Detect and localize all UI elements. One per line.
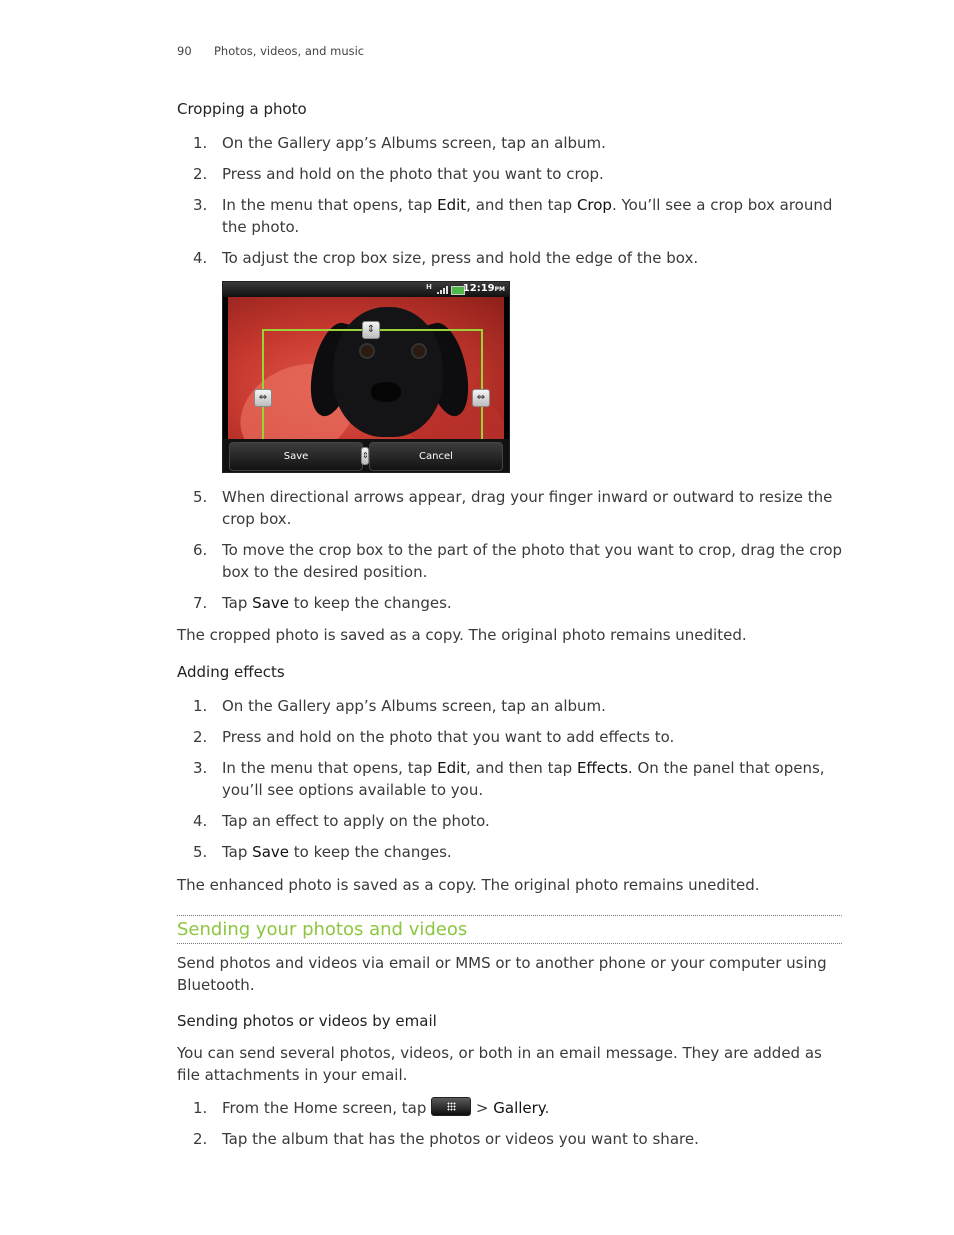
crop-step-2 xyxy=(193,163,843,185)
step-number: 6. xyxy=(193,541,208,559)
button-bar xyxy=(223,439,509,472)
resize-vertical-icon[interactable]: ⇕ xyxy=(362,321,380,339)
ui-label-effects: Effects xyxy=(576,759,628,777)
step-text: Tap the album that has the photos or videos you want to share. xyxy=(222,1130,699,1148)
page-header xyxy=(177,44,364,58)
step-number: 2. xyxy=(193,728,208,746)
crop-step-6 xyxy=(193,539,843,583)
effects-step-5 xyxy=(193,841,843,863)
resize-vertical-icon[interactable]: ⇕ xyxy=(361,447,369,465)
ui-label-crop: Crop xyxy=(576,196,612,214)
section-title: Photos, videos, and music xyxy=(214,44,365,58)
step-number: 7. xyxy=(193,594,208,612)
ui-label-save: Save xyxy=(252,843,289,861)
step-number: 2. xyxy=(193,1130,208,1148)
step-number: 4. xyxy=(193,812,208,830)
step-number: 4. xyxy=(193,249,208,267)
crop-step-4 xyxy=(193,247,843,269)
effects-step-4 xyxy=(193,810,843,832)
step-text: Tap Save to keep the changes. xyxy=(222,594,452,612)
cropping-title: Cropping a photo xyxy=(177,100,307,118)
step-text: On the Gallery app’s Albums screen, tap an album. xyxy=(222,697,606,715)
effects-step-3 xyxy=(193,757,843,801)
crop-box[interactable] xyxy=(262,329,483,447)
step-number: 1. xyxy=(193,697,208,715)
save-button[interactable]: Save xyxy=(229,442,363,471)
signal-icon xyxy=(437,286,447,294)
crop-screenshot xyxy=(222,281,510,473)
apps-grid-icon xyxy=(431,1097,471,1116)
resize-horizontal-icon[interactable]: ⇔ xyxy=(472,389,490,407)
ui-label-edit: Edit xyxy=(437,759,467,777)
step-number: 3. xyxy=(193,196,208,214)
cancel-button[interactable]: Cancel xyxy=(369,442,503,471)
step-text: When directional arrows appear, drag your finger inward or outward to resize the crop box. xyxy=(222,488,833,528)
step-number: 2. xyxy=(193,165,208,183)
step-number: 5. xyxy=(193,843,208,861)
step-number: 3. xyxy=(193,759,208,777)
email-title: Sending photos or videos by email xyxy=(177,1012,437,1030)
page-number: 90 xyxy=(177,44,192,58)
step-text: To adjust the crop box size, press and hold the edge of the box. xyxy=(222,249,699,267)
sending-title: Sending your photos and videos xyxy=(177,919,468,940)
step-number: 1. xyxy=(193,134,208,152)
sending-intro: Send photos and videos via email or MMS or to another phone or your computer using Bluetooth. xyxy=(177,954,827,994)
step-number: 1. xyxy=(193,1099,208,1117)
effects-step-2 xyxy=(193,726,843,748)
crop-step-3 xyxy=(193,194,843,238)
crop-step-7 xyxy=(193,592,843,614)
crop-step-5 xyxy=(193,486,843,530)
email-step-2 xyxy=(193,1128,843,1150)
effects-step-1 xyxy=(193,695,843,717)
ui-label-save: Save xyxy=(252,594,289,612)
step-number: 5. xyxy=(193,488,208,506)
step-text: On the Gallery app’s Albums screen, tap an album. xyxy=(222,134,606,152)
step-text: Press and hold on the photo that you want to add effects to. xyxy=(222,728,675,746)
email-step-1 xyxy=(193,1097,843,1119)
ui-label-gallery: Gallery xyxy=(493,1099,545,1117)
status-bar xyxy=(223,282,509,297)
ui-label-edit: Edit xyxy=(437,196,467,214)
crop-step-1 xyxy=(193,132,843,154)
network-indicator: H xyxy=(426,283,432,291)
step-text: In the menu that opens, tap Edit, and then tap Crop. You’ll see a crop box around the photo. xyxy=(222,196,833,236)
step-text: Press and hold on the photo that you want to crop. xyxy=(222,165,604,183)
step-text: To move the crop box to the part of the photo that you want to crop, drag the crop box to the desired position. xyxy=(222,541,843,581)
step-text: Tap an effect to apply on the photo. xyxy=(222,812,490,830)
puppy-photo xyxy=(228,297,504,447)
effects-note: The enhanced photo is saved as a copy. The original photo remains unedited. xyxy=(177,876,760,894)
effects-title: Adding effects xyxy=(177,663,285,681)
step-text: Tap Save to keep the changes. xyxy=(222,843,452,861)
email-intro: You can send several photos, videos, or both in an email message. They are added as file attachments in your email. xyxy=(177,1044,822,1084)
step-text: From the Home screen, tap > Gallery. xyxy=(222,1099,550,1117)
status-clock: 12:19PM xyxy=(462,283,505,294)
step-text: In the menu that opens, tap Edit, and then tap Effects. On the panel that opens, you’ll see options available to you. xyxy=(222,759,825,799)
crop-note: The cropped photo is saved as a copy. The original photo remains unedited. xyxy=(177,626,747,644)
resize-horizontal-icon[interactable]: ⇔ xyxy=(254,389,272,407)
section-heading xyxy=(177,915,842,944)
